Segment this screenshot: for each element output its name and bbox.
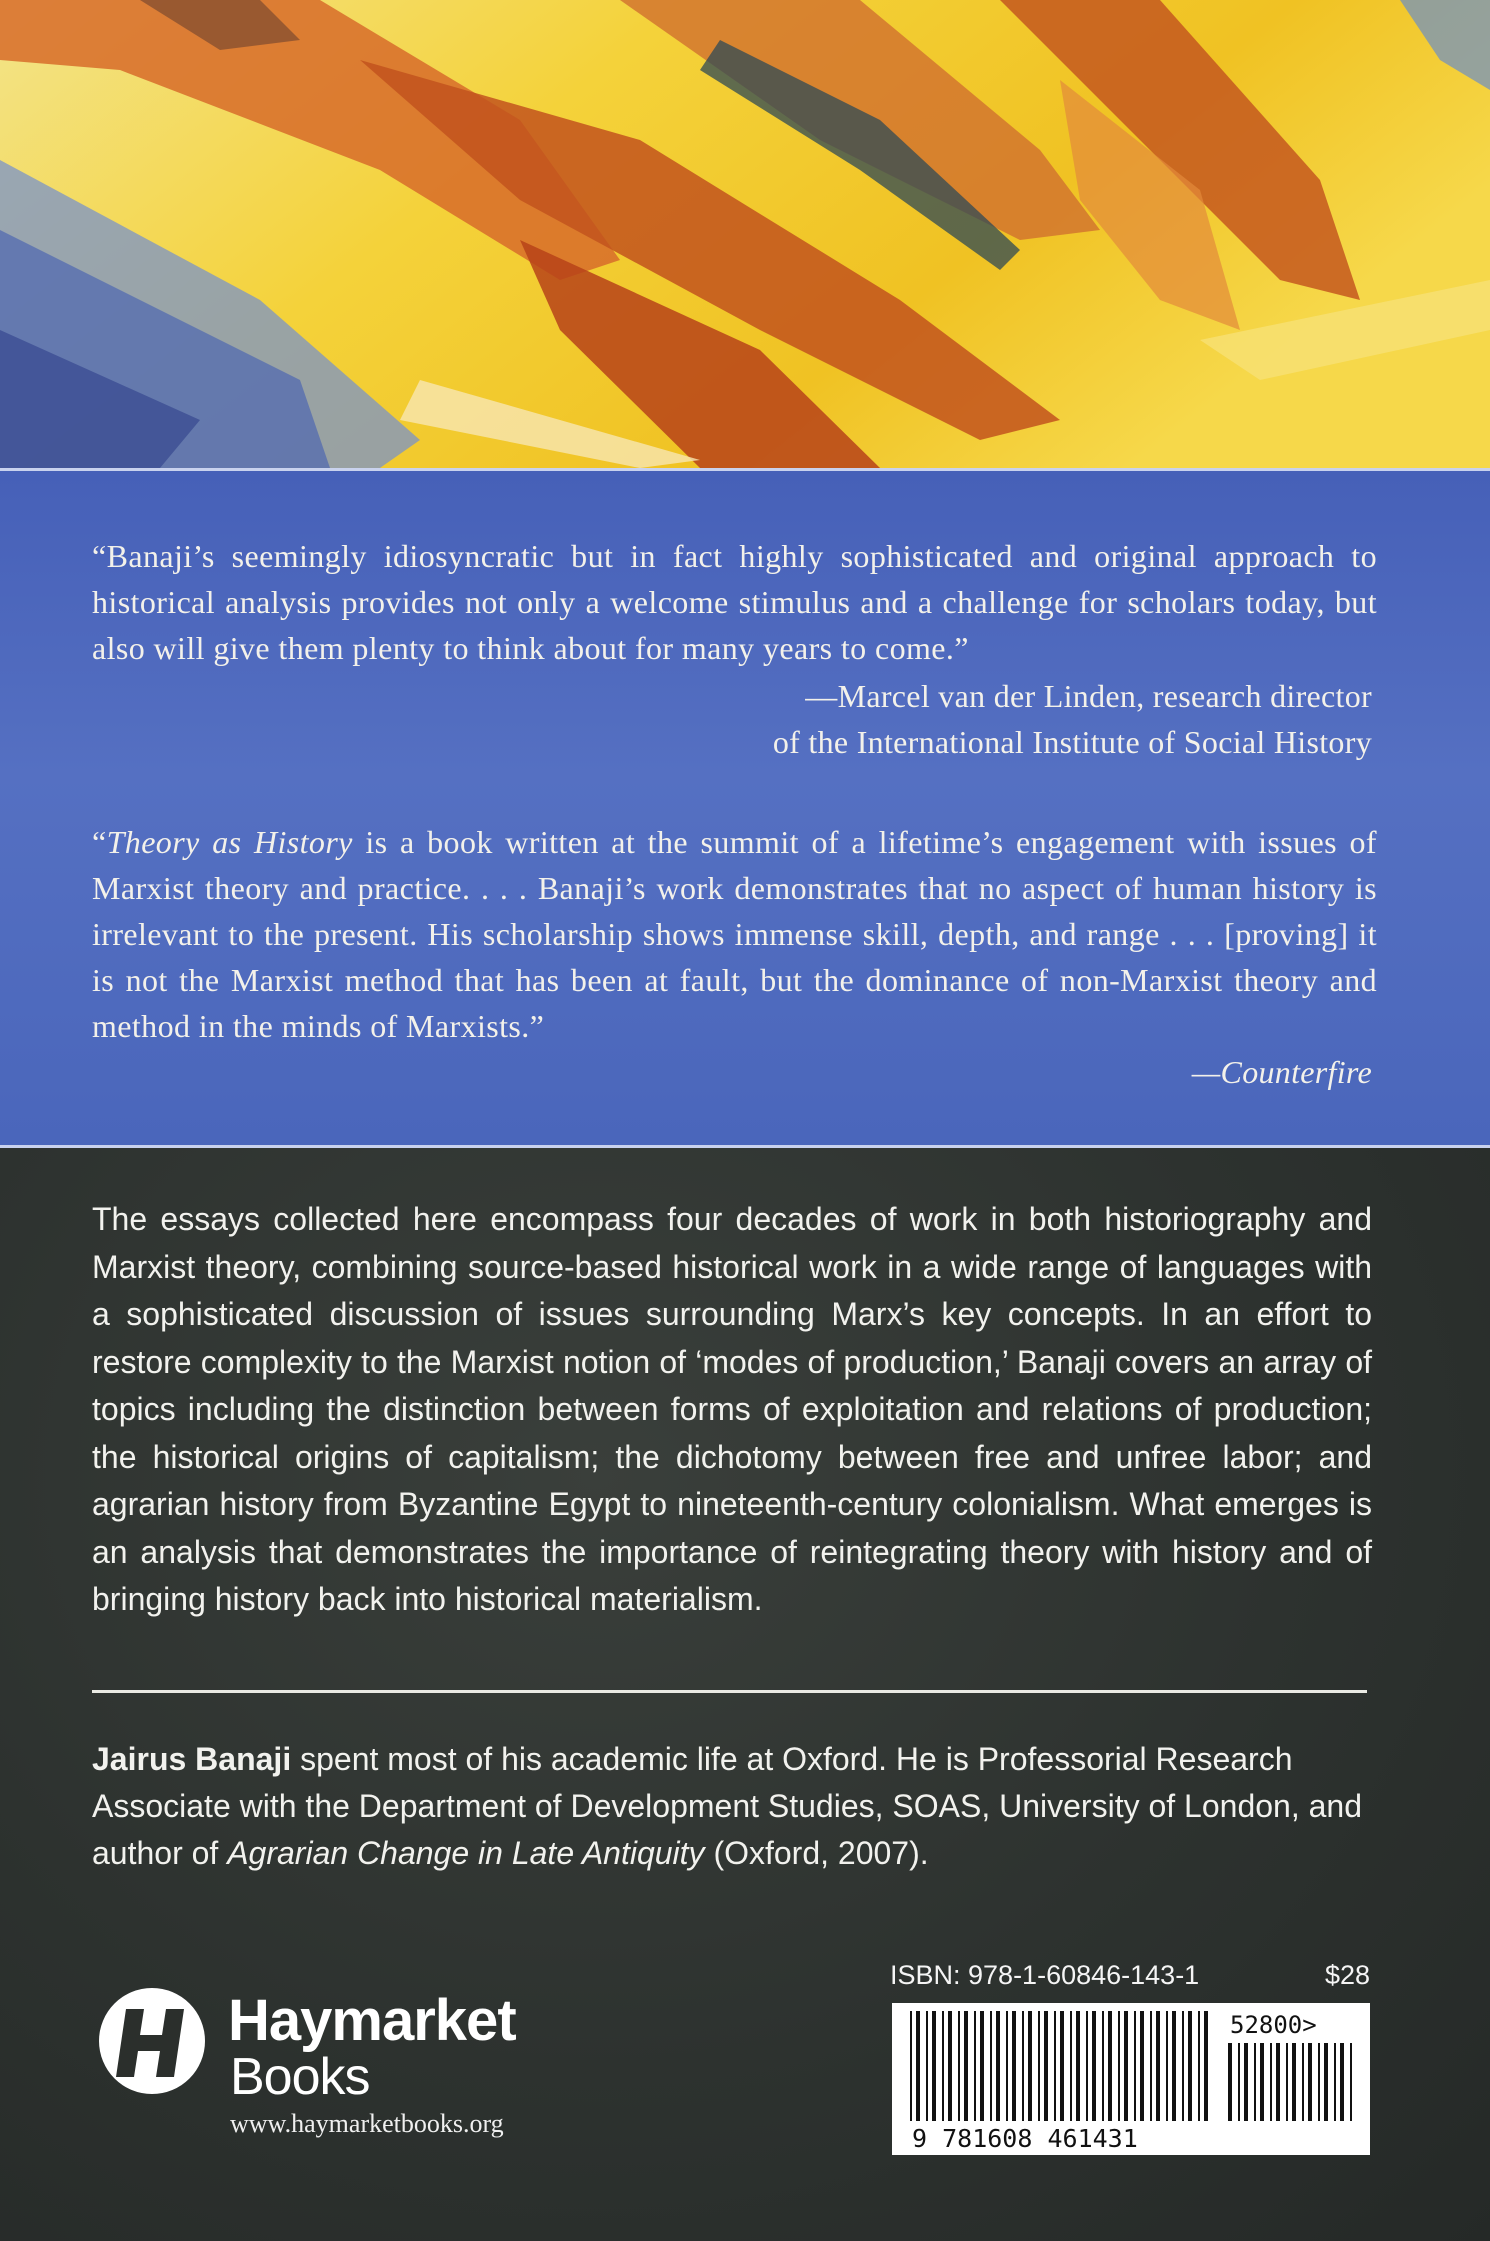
publisher-url: www.haymarketbooks.org <box>230 2109 504 2138</box>
divider <box>92 1690 1367 1693</box>
author-bio-text: spent most of his academic life at Oxford. He is Professorial Research Associate with the Department of Development Studies, SOAS, University of London, and author of <box>92 1741 1362 1871</box>
endorsements-panel <box>0 468 1490 1148</box>
endorsement-quote-2: “Theory as History is a book written at the summit of a lifetime’s engagement with issues of Marxist theory and practice. . . . Banaji’s work demonstrates that no aspect of human history is irrelevant to the present. His scholarship shows immense skill, depth, and range . . . [proving] it is not the Marxist method that has been at fault, but the dominance of non-Marxist theory and method in the minds of Marxists.” <box>92 824 1377 1044</box>
publisher-logo <box>96 1985 616 2145</box>
author-book-title: Agrarian Change in Late Antiquity <box>227 1835 705 1871</box>
endorsement-attribution-2: —Counterfire <box>1191 1054 1372 1090</box>
book-description: The essays collected here encompass four decades of work in both historiography and Marxist theory, combining source-based historical work in a wide range of languages with a sophisticated discussion of issues surrounding Marx’s key concepts. In an effort to restore complexity to the Marxist notion of ‘modes of production,’ Banaji covers an array of topics including the distinction between forms of exploitation and relations of production; the historical origins of capitalism; the dichotomy between free and unfree labor; and agrarian history from Byzantine Egypt to nineteenth-century colonialism. What emerges is an analysis that demonstrates the importance of reintegrating theory with history and of bringing history back into historical materialism. <box>92 1201 1372 1617</box>
cover-artwork <box>0 0 1490 468</box>
isbn: ISBN: 978-1-60846-143-1 <box>890 1960 1200 1990</box>
quote-book-title: Theory as History <box>106 824 353 860</box>
price: $28 <box>1324 1960 1370 1990</box>
haymarket-h-icon <box>96 1985 208 2097</box>
attribution-line-2: of the International Institute of Social History <box>772 724 1372 760</box>
publisher-books: Books <box>230 2048 370 2106</box>
quote-text: is a book written at the summit of a lifetime’s engagement with issues of Marxist theory and practice. . . . Banaji’s work demonstrates that no aspect of human history is irrelevant to the present. His scholarship shows immense skill, depth, and range . . . [proving] it is not the Marxist method that has been at fault, but the dominance of non-Marxist theory and method in the minds of Marxists.” <box>92 824 1377 1044</box>
barcode-main-bars <box>910 2011 1208 2121</box>
author-bio <box>92 1736 1372 1877</box>
author-name: Jairus Banaji <box>92 1741 292 1777</box>
endorsement-attribution-1 <box>773 673 1372 765</box>
barcode-addon-digits: 52800> <box>1230 2011 1317 2039</box>
barcode <box>892 2003 1370 2155</box>
endorsement-quote-1: “Banaji’s seemingly idiosyncratic but in fact highly sophisticated and original approach to historical analysis provides not only a welcome stimulus and a challenge for scholars today, but also will give them plenty to think about for many years to come.” <box>92 538 1377 666</box>
barcode-addon-bars <box>1228 2043 1352 2121</box>
publisher-name: Haymarket <box>228 1988 516 2053</box>
barcode-main-digits: 9 781608 461431 <box>912 2124 1138 2153</box>
attribution-line-1: —Marcel van der Linden, research director <box>805 678 1372 714</box>
author-bio-tail: (Oxford, 2007). <box>704 1835 929 1871</box>
